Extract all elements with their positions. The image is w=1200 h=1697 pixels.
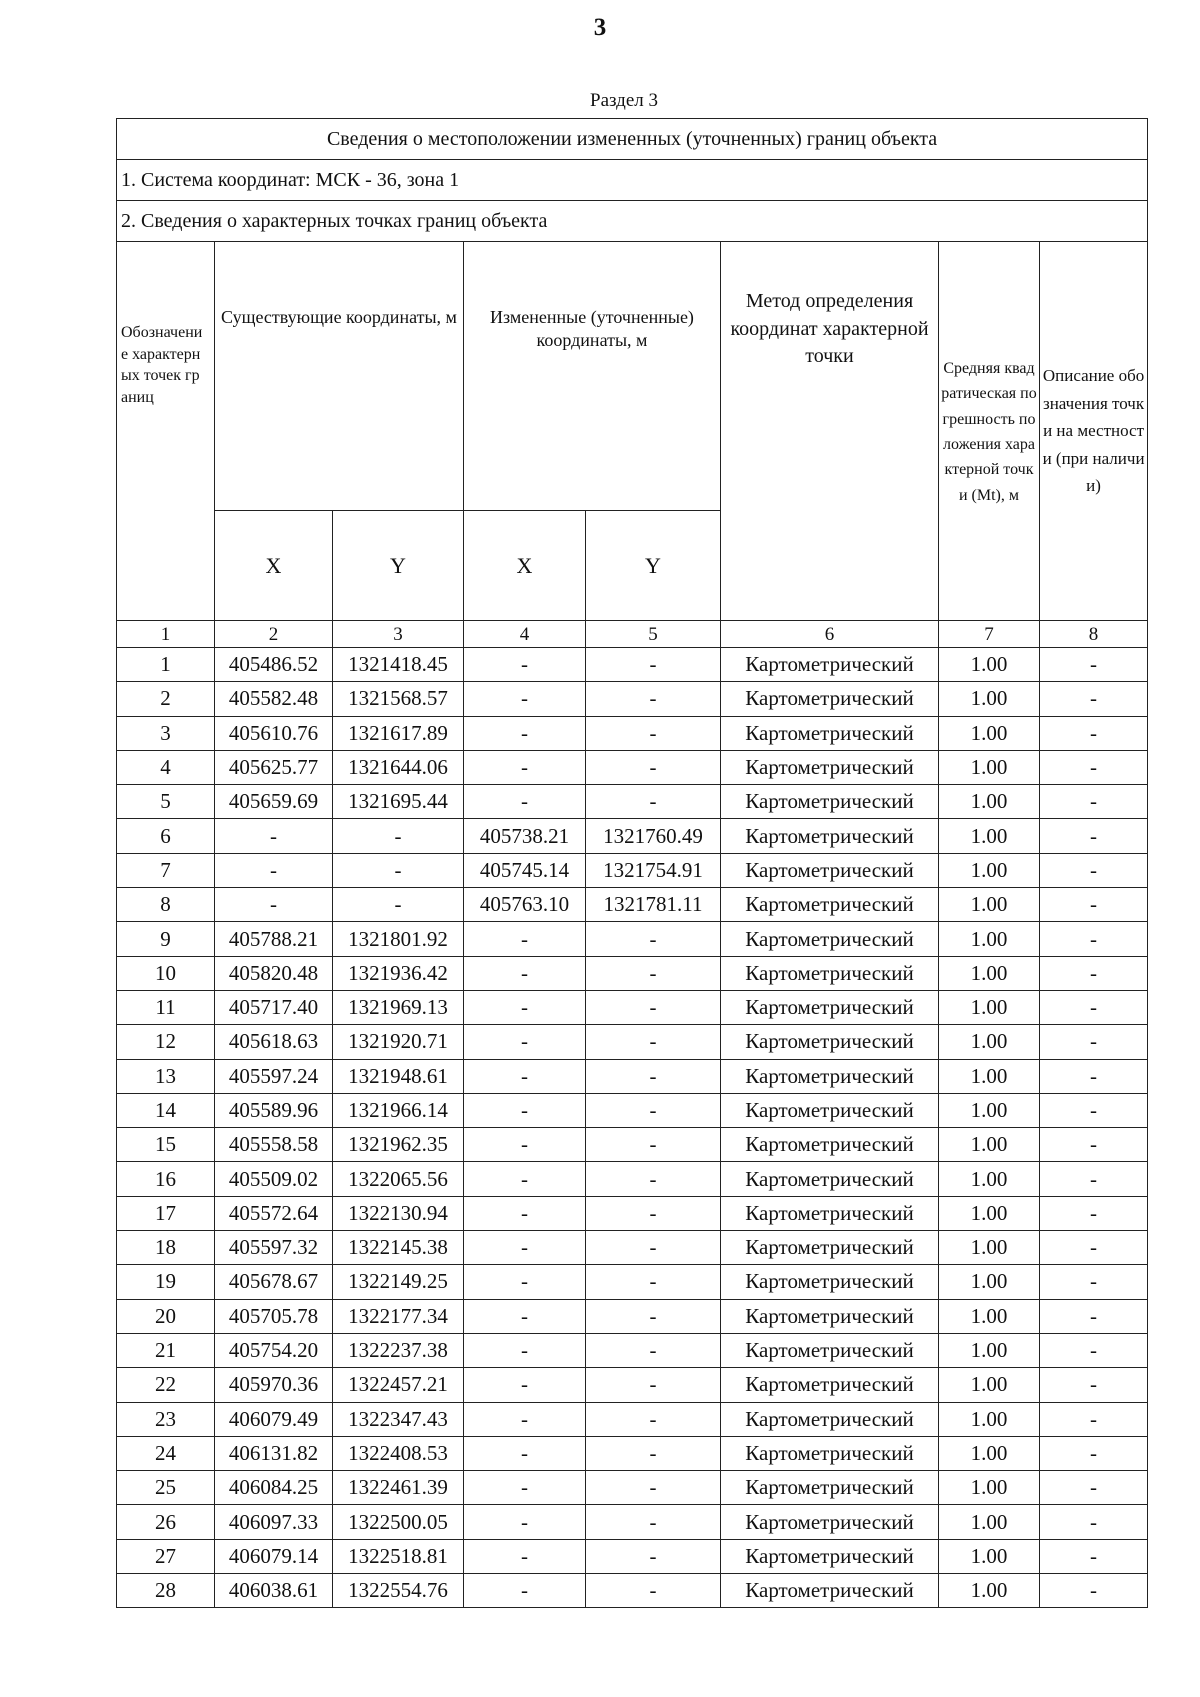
header-designation-text: Обозначение характерных точек границ xyxy=(121,324,203,406)
table-row xyxy=(117,1128,1148,1162)
existing-x-cell: 405582.48 xyxy=(215,682,333,716)
existing-y-cell: 1322554.76 xyxy=(333,1574,464,1608)
existing-x-cell: 405597.32 xyxy=(215,1231,333,1265)
point-number-cell: 26 xyxy=(117,1505,215,1539)
changed-x-cell: - xyxy=(464,1265,586,1299)
table-row xyxy=(117,1299,1148,1333)
existing-x-cell: 405572.64 xyxy=(215,1196,333,1230)
error-mt-cell: 1.00 xyxy=(939,1368,1040,1402)
changed-y-cell: - xyxy=(586,785,721,819)
changed-x-cell: - xyxy=(464,956,586,990)
description-cell: - xyxy=(1040,1471,1148,1505)
changed-y-cell: - xyxy=(586,922,721,956)
method-cell: Картометрический xyxy=(721,1436,939,1470)
header-method: Метод определения координат характерной точки xyxy=(721,242,939,621)
error-mt-cell: 1.00 xyxy=(939,888,1040,922)
existing-x-cell: - xyxy=(215,853,333,887)
table-row xyxy=(117,1574,1148,1608)
existing-x-cell: 406079.14 xyxy=(215,1539,333,1573)
method-cell: Картометрический xyxy=(721,853,939,887)
description-cell: - xyxy=(1040,1333,1148,1367)
table-row xyxy=(117,682,1148,716)
column-number: 8 xyxy=(1040,621,1148,648)
changed-y-cell: - xyxy=(586,1574,721,1608)
changed-y-cell: - xyxy=(586,990,721,1024)
changed-x-cell: - xyxy=(464,1505,586,1539)
method-cell: Картометрический xyxy=(721,956,939,990)
existing-x-cell: 405717.40 xyxy=(215,990,333,1024)
method-cell: Картометрический xyxy=(721,1299,939,1333)
description-cell: - xyxy=(1040,1368,1148,1402)
table-row xyxy=(117,1196,1148,1230)
error-mt-cell: 1.00 xyxy=(939,785,1040,819)
table-row xyxy=(117,1471,1148,1505)
existing-y-cell: 1322347.43 xyxy=(333,1402,464,1436)
header-error xyxy=(939,242,1040,621)
existing-y-cell: - xyxy=(333,888,464,922)
column-number: 5 xyxy=(586,621,721,648)
point-number-cell: 12 xyxy=(117,1025,215,1059)
changed-x-cell: 405738.21 xyxy=(464,819,586,853)
header-error-text: Средняя квадратическая погрешность положения характерной точки (Mt), м xyxy=(941,360,1037,504)
changed-x-cell: - xyxy=(464,1128,586,1162)
existing-y-cell: 1321617.89 xyxy=(333,716,464,750)
method-cell: Картометрический xyxy=(721,1128,939,1162)
description-cell: - xyxy=(1040,750,1148,784)
error-mt-cell: 1.00 xyxy=(939,819,1040,853)
point-number-cell: 13 xyxy=(117,1059,215,1093)
changed-y-cell: - xyxy=(586,1265,721,1299)
existing-y-cell: - xyxy=(333,853,464,887)
error-mt-cell: 1.00 xyxy=(939,1574,1040,1608)
changed-x-cell: - xyxy=(464,1368,586,1402)
existing-y-cell: 1322145.38 xyxy=(333,1231,464,1265)
error-mt-cell: 1.00 xyxy=(939,1265,1040,1299)
table-row xyxy=(117,922,1148,956)
description-cell: - xyxy=(1040,819,1148,853)
existing-x-cell: 405558.58 xyxy=(215,1128,333,1162)
table-body xyxy=(117,648,1148,1608)
point-number-cell: 18 xyxy=(117,1231,215,1265)
existing-y-cell: - xyxy=(333,819,464,853)
existing-y-cell: 1321969.13 xyxy=(333,990,464,1024)
method-cell: Картометрический xyxy=(721,990,939,1024)
table-row xyxy=(117,1539,1148,1573)
point-number-cell: 1 xyxy=(117,648,215,682)
existing-x-cell: 405705.78 xyxy=(215,1299,333,1333)
existing-x-cell: 406097.33 xyxy=(215,1505,333,1539)
header-existing-y: Y xyxy=(333,511,464,621)
existing-x-cell: 405625.77 xyxy=(215,750,333,784)
point-number-cell: 6 xyxy=(117,819,215,853)
method-cell: Картометрический xyxy=(721,785,939,819)
description-cell: - xyxy=(1040,1436,1148,1470)
header-description-text: Описание обозначения точки на местности (при наличии) xyxy=(1042,366,1145,496)
table-row xyxy=(117,1231,1148,1265)
error-mt-cell: 1.00 xyxy=(939,1128,1040,1162)
changed-x-cell: - xyxy=(464,1436,586,1470)
error-mt-cell: 1.00 xyxy=(939,990,1040,1024)
boundary-points-table xyxy=(116,118,1148,1608)
table-row xyxy=(117,750,1148,784)
point-number-cell: 22 xyxy=(117,1368,215,1402)
method-cell: Картометрический xyxy=(721,1471,939,1505)
section-label: Раздел 3 xyxy=(590,90,658,111)
table-title: Сведения о местоположении измененных (уточненных) границ объекта xyxy=(117,119,1148,160)
changed-y-cell: - xyxy=(586,1231,721,1265)
existing-x-cell: 405659.69 xyxy=(215,785,333,819)
changed-y-cell: 1321781.11 xyxy=(586,888,721,922)
changed-x-cell: - xyxy=(464,1333,586,1367)
column-number: 4 xyxy=(464,621,586,648)
table-row xyxy=(117,1368,1148,1402)
point-number-cell: 19 xyxy=(117,1265,215,1299)
method-cell: Картометрический xyxy=(721,1059,939,1093)
changed-y-cell: - xyxy=(586,956,721,990)
existing-y-cell: 1322177.34 xyxy=(333,1299,464,1333)
changed-x-cell: - xyxy=(464,1471,586,1505)
error-mt-cell: 1.00 xyxy=(939,1162,1040,1196)
existing-y-cell: 1322237.38 xyxy=(333,1333,464,1367)
point-number-cell: 16 xyxy=(117,1162,215,1196)
point-number-cell: 3 xyxy=(117,716,215,750)
changed-y-cell: - xyxy=(586,1333,721,1367)
method-cell: Картометрический xyxy=(721,922,939,956)
existing-y-cell: 1322457.21 xyxy=(333,1368,464,1402)
point-number-cell: 28 xyxy=(117,1574,215,1608)
table-row xyxy=(117,1059,1148,1093)
description-cell: - xyxy=(1040,785,1148,819)
table-row xyxy=(117,1505,1148,1539)
changed-x-cell: - xyxy=(464,648,586,682)
point-number-cell: 23 xyxy=(117,1402,215,1436)
error-mt-cell: 1.00 xyxy=(939,1059,1040,1093)
method-cell: Картометрический xyxy=(721,1196,939,1230)
description-cell: - xyxy=(1040,888,1148,922)
error-mt-cell: 1.00 xyxy=(939,1196,1040,1230)
changed-y-cell: - xyxy=(586,750,721,784)
existing-y-cell: 1321962.35 xyxy=(333,1128,464,1162)
point-number-cell: 25 xyxy=(117,1471,215,1505)
error-mt-cell: 1.00 xyxy=(939,716,1040,750)
existing-y-cell: 1322065.56 xyxy=(333,1162,464,1196)
existing-y-cell: 1321418.45 xyxy=(333,648,464,682)
point-number-cell: 14 xyxy=(117,1093,215,1127)
changed-y-cell: - xyxy=(586,1505,721,1539)
point-number-cell: 10 xyxy=(117,956,215,990)
existing-y-cell: 1322518.81 xyxy=(333,1539,464,1573)
point-number-cell: 24 xyxy=(117,1436,215,1470)
header-existing: Существующие координаты, м xyxy=(215,242,464,511)
existing-y-cell: 1321695.44 xyxy=(333,785,464,819)
table-header xyxy=(117,119,1148,648)
point-number-cell: 7 xyxy=(117,853,215,887)
error-mt-cell: 1.00 xyxy=(939,922,1040,956)
existing-x-cell: - xyxy=(215,819,333,853)
existing-y-cell: 1321644.06 xyxy=(333,750,464,784)
changed-x-cell: 405745.14 xyxy=(464,853,586,887)
existing-x-cell: - xyxy=(215,888,333,922)
method-cell: Картометрический xyxy=(721,819,939,853)
table-row xyxy=(117,1265,1148,1299)
method-cell: Картометрический xyxy=(721,888,939,922)
method-cell: Картометрический xyxy=(721,1402,939,1436)
error-mt-cell: 1.00 xyxy=(939,1333,1040,1367)
description-cell: - xyxy=(1040,1402,1148,1436)
existing-y-cell: 1321966.14 xyxy=(333,1093,464,1127)
method-cell: Картометрический xyxy=(721,682,939,716)
existing-x-cell: 406079.49 xyxy=(215,1402,333,1436)
error-mt-cell: 1.00 xyxy=(939,1299,1040,1333)
description-cell: - xyxy=(1040,1093,1148,1127)
changed-x-cell: - xyxy=(464,922,586,956)
changed-x-cell: - xyxy=(464,1059,586,1093)
column-number: 7 xyxy=(939,621,1040,648)
existing-x-cell: 405970.36 xyxy=(215,1368,333,1402)
table-row xyxy=(117,1162,1148,1196)
method-cell: Картометрический xyxy=(721,1574,939,1608)
changed-y-cell: - xyxy=(586,1093,721,1127)
changed-x-cell: - xyxy=(464,1162,586,1196)
changed-y-cell: - xyxy=(586,1471,721,1505)
method-cell: Картометрический xyxy=(721,1162,939,1196)
error-mt-cell: 1.00 xyxy=(939,1402,1040,1436)
table-row xyxy=(117,1093,1148,1127)
table-row xyxy=(117,716,1148,750)
description-cell: - xyxy=(1040,1059,1148,1093)
existing-y-cell: 1321801.92 xyxy=(333,922,464,956)
column-numbers-row xyxy=(117,621,1148,648)
existing-x-cell: 405754.20 xyxy=(215,1333,333,1367)
existing-y-cell: 1322130.94 xyxy=(333,1196,464,1230)
changed-x-cell: - xyxy=(464,1574,586,1608)
table-row xyxy=(117,819,1148,853)
existing-y-cell: 1321948.61 xyxy=(333,1059,464,1093)
existing-y-cell: 1321936.42 xyxy=(333,956,464,990)
changed-x-cell: - xyxy=(464,1231,586,1265)
description-cell: - xyxy=(1040,990,1148,1024)
method-cell: Картометрический xyxy=(721,1368,939,1402)
existing-x-cell: 405509.02 xyxy=(215,1162,333,1196)
changed-x-cell: - xyxy=(464,785,586,819)
changed-y-cell: - xyxy=(586,1128,721,1162)
changed-x-cell: - xyxy=(464,1025,586,1059)
existing-x-cell: 405618.63 xyxy=(215,1025,333,1059)
table-row xyxy=(117,1333,1148,1367)
point-number-cell: 8 xyxy=(117,888,215,922)
method-cell: Картометрический xyxy=(721,1231,939,1265)
changed-x-cell: - xyxy=(464,1539,586,1573)
method-cell: Картометрический xyxy=(721,1025,939,1059)
changed-y-cell: - xyxy=(586,1436,721,1470)
existing-x-cell: 405589.96 xyxy=(215,1093,333,1127)
description-cell: - xyxy=(1040,956,1148,990)
changed-y-cell: - xyxy=(586,716,721,750)
existing-y-cell: 1322500.05 xyxy=(333,1505,464,1539)
method-cell: Картометрический xyxy=(721,1265,939,1299)
existing-x-cell: 405486.52 xyxy=(215,648,333,682)
points-info: 2. Сведения о характерных точках границ объекта xyxy=(117,201,1148,242)
point-number-cell: 15 xyxy=(117,1128,215,1162)
method-cell: Картометрический xyxy=(721,648,939,682)
description-cell: - xyxy=(1040,1539,1148,1573)
method-cell: Картометрический xyxy=(721,1093,939,1127)
description-cell: - xyxy=(1040,1162,1148,1196)
error-mt-cell: 1.00 xyxy=(939,853,1040,887)
description-cell: - xyxy=(1040,1574,1148,1608)
description-cell: - xyxy=(1040,1299,1148,1333)
description-cell: - xyxy=(1040,853,1148,887)
point-number-cell: 11 xyxy=(117,990,215,1024)
error-mt-cell: 1.00 xyxy=(939,682,1040,716)
method-cell: Картометрический xyxy=(721,716,939,750)
table-row xyxy=(117,1402,1148,1436)
existing-x-cell: 406038.61 xyxy=(215,1574,333,1608)
existing-x-cell: 406084.25 xyxy=(215,1471,333,1505)
changed-y-cell: - xyxy=(586,648,721,682)
existing-x-cell: 405597.24 xyxy=(215,1059,333,1093)
description-cell: - xyxy=(1040,648,1148,682)
error-mt-cell: 1.00 xyxy=(939,1436,1040,1470)
changed-x-cell: - xyxy=(464,682,586,716)
existing-y-cell: 1322461.39 xyxy=(333,1471,464,1505)
changed-x-cell: - xyxy=(464,1402,586,1436)
changed-y-cell: 1321754.91 xyxy=(586,853,721,887)
point-number-cell: 27 xyxy=(117,1539,215,1573)
point-number-cell: 17 xyxy=(117,1196,215,1230)
header-changed-y: Y xyxy=(586,511,721,621)
error-mt-cell: 1.00 xyxy=(939,1093,1040,1127)
changed-y-cell: - xyxy=(586,1059,721,1093)
changed-y-cell: - xyxy=(586,1368,721,1402)
header-designation xyxy=(117,242,215,621)
table-row xyxy=(117,785,1148,819)
method-cell: Картометрический xyxy=(721,1505,939,1539)
changed-x-cell: 405763.10 xyxy=(464,888,586,922)
table-row xyxy=(117,853,1148,887)
column-number: 1 xyxy=(117,621,215,648)
description-cell: - xyxy=(1040,1196,1148,1230)
changed-x-cell: - xyxy=(464,1196,586,1230)
changed-x-cell: - xyxy=(464,1299,586,1333)
existing-y-cell: 1321568.57 xyxy=(333,682,464,716)
point-number-cell: 20 xyxy=(117,1299,215,1333)
table-row xyxy=(117,888,1148,922)
existing-x-cell: 405788.21 xyxy=(215,922,333,956)
table-row xyxy=(117,1025,1148,1059)
point-number-cell: 4 xyxy=(117,750,215,784)
description-cell: - xyxy=(1040,922,1148,956)
column-number: 3 xyxy=(333,621,464,648)
existing-y-cell: 1322149.25 xyxy=(333,1265,464,1299)
existing-x-cell: 405820.48 xyxy=(215,956,333,990)
table-row xyxy=(117,956,1148,990)
error-mt-cell: 1.00 xyxy=(939,1471,1040,1505)
error-mt-cell: 1.00 xyxy=(939,1231,1040,1265)
changed-y-cell: - xyxy=(586,1402,721,1436)
changed-y-cell: - xyxy=(586,1025,721,1059)
header-changed-x: X xyxy=(464,511,586,621)
table-row xyxy=(117,648,1148,682)
column-number: 2 xyxy=(215,621,333,648)
description-cell: - xyxy=(1040,716,1148,750)
changed-x-cell: - xyxy=(464,750,586,784)
point-number-cell: 2 xyxy=(117,682,215,716)
error-mt-cell: 1.00 xyxy=(939,750,1040,784)
changed-y-cell: - xyxy=(586,1162,721,1196)
error-mt-cell: 1.00 xyxy=(939,956,1040,990)
changed-y-cell: - xyxy=(586,1299,721,1333)
table-row xyxy=(117,1436,1148,1470)
existing-x-cell: 405678.67 xyxy=(215,1265,333,1299)
existing-x-cell: 406131.82 xyxy=(215,1436,333,1470)
description-cell: - xyxy=(1040,1128,1148,1162)
error-mt-cell: 1.00 xyxy=(939,1025,1040,1059)
changed-y-cell: 1321760.49 xyxy=(586,819,721,853)
point-number-cell: 21 xyxy=(117,1333,215,1367)
method-cell: Картометрический xyxy=(721,750,939,784)
error-mt-cell: 1.00 xyxy=(939,648,1040,682)
changed-y-cell: - xyxy=(586,1196,721,1230)
error-mt-cell: 1.00 xyxy=(939,1539,1040,1573)
header-existing-x: X xyxy=(215,511,333,621)
existing-x-cell: 405610.76 xyxy=(215,716,333,750)
changed-x-cell: - xyxy=(464,716,586,750)
existing-y-cell: 1322408.53 xyxy=(333,1436,464,1470)
changed-x-cell: - xyxy=(464,990,586,1024)
point-number-cell: 5 xyxy=(117,785,215,819)
description-cell: - xyxy=(1040,682,1148,716)
changed-y-cell: - xyxy=(586,1539,721,1573)
changed-x-cell: - xyxy=(464,1093,586,1127)
existing-y-cell: 1321920.71 xyxy=(333,1025,464,1059)
description-cell: - xyxy=(1040,1505,1148,1539)
point-number-cell: 9 xyxy=(117,922,215,956)
description-cell: - xyxy=(1040,1025,1148,1059)
page-number: 3 xyxy=(593,14,607,41)
table-row xyxy=(117,990,1148,1024)
description-cell: - xyxy=(1040,1265,1148,1299)
method-cell: Картометрический xyxy=(721,1539,939,1573)
coord-system: 1. Система координат: МСК - 36, зона 1 xyxy=(117,160,1148,201)
error-mt-cell: 1.00 xyxy=(939,1505,1040,1539)
description-cell: - xyxy=(1040,1231,1148,1265)
header-description xyxy=(1040,242,1148,621)
header-changed: Измененные (уточненные) координаты, м xyxy=(464,242,721,511)
method-cell: Картометрический xyxy=(721,1333,939,1367)
changed-y-cell: - xyxy=(586,682,721,716)
column-number: 6 xyxy=(721,621,939,648)
